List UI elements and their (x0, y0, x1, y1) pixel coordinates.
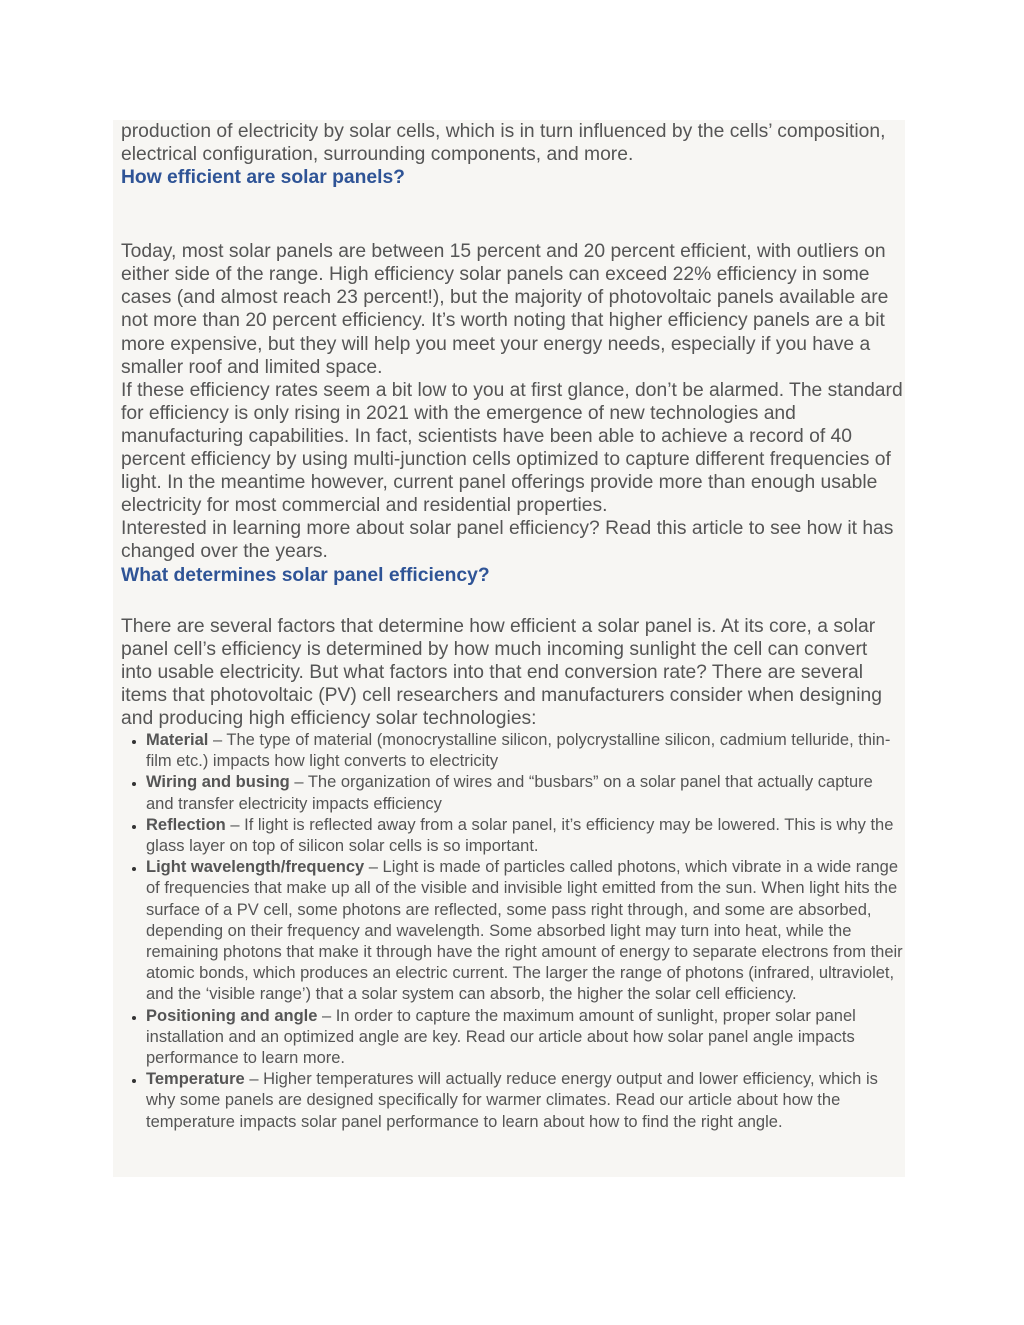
section-heading-efficiency: How efficient are solar panels? (121, 167, 405, 189)
determinants-paragraph: There are several factors that determine how efficient a solar panel is. At its core, a solar panel cell’s efficiency is determined by how much incoming sunlight the cell can convert into usable electricity. But what factors into that end conversion rate? There are several items that photovoltaic (PV) cell researchers and manufacturers consider when designing and producing high efficiency solar technologies: (121, 615, 882, 729)
factor-term: Light wavelength/frequency (146, 858, 365, 877)
efficiency-paragraph-3: Interested in learning more about solar panel efficiency? Read this article to see how it has changed over the years. (121, 518, 894, 563)
list-item (146, 772, 903, 814)
efficiency-paragraph-2: If these efficiency rates seem a bit low to you at first glance, don’t be alarmed. The standard for efficiency is only rising in 2021 with the emergence of new technologies and manufacturing capabilities. In fact, scientists have been able to achieve a record of 40 percent efficiency by using multi-junction cells optimized to capture different frequencies of light. In the meantime however, current panel offerings provide more than enough usable electricity for most commercial and residential properties. (121, 379, 903, 517)
factor-description: – Light is made of particles called photons, which vibrate in a wide range of frequencies that make up all of the visible and invisible light emitted from the sun. When light hits the surface of a PV cell, some photons are reflected, some pass right through, and some are absorbed, depending on their frequency and wavelength. Some absorbed light may turn into heat, while the remaining photons that make it through have the right amount of energy to separate electrons from their atomic bonds, which produces an electric current. The larger the range of photons (infrared, ultraviolet, and the ‘visible range’) that a solar system can absorb, the higher the solar cell efficiency. (146, 858, 903, 1004)
factor-description: – If light is reflected away from a solar panel, it’s efficiency may be lowered. This is why the glass layer on top of silicon solar cells is so important. (146, 815, 894, 855)
list-item (146, 815, 903, 857)
efficiency-paragraph-1: Today, most solar panels are between 15 percent and 20 percent efficient, with outliers on either side of the range. High efficiency solar panels can exceed 22% efficiency in some cases (and almost reach 23 percent!), but the majority of photovoltaic panels available are not more than 20 percent efficiency. It’s worth noting that higher efficiency panels are a bit more expensive, but they will help you meet your energy needs, especially if you have a smaller roof and limited space. (121, 241, 889, 378)
list-item (146, 1069, 903, 1133)
factor-term: Wiring and busing (146, 773, 290, 792)
factor-term: Temperature (146, 1070, 245, 1089)
list-item (146, 730, 903, 772)
factors-list (121, 730, 903, 1133)
section-heading-determinants: What determines solar panel efficiency? (121, 564, 490, 586)
list-item (146, 1006, 903, 1070)
intro-paragraph: production of electricity by solar cells, which is in turn influenced by the cells’ composition, electrical configuration, surrounding components, and more. (121, 121, 886, 166)
list-item (146, 857, 903, 1005)
factor-description: – The organization of wires and “busbars” on a solar panel that actually capture and transfer electricity impacts efficiency (146, 773, 873, 813)
factor-description: – In order to capture the maximum amount of sunlight, proper solar panel installation and an optimized angle are key. Read our article about how solar panel angle impacts performance to learn more. (146, 1006, 856, 1068)
factor-description: – The type of material (monocrystalline silicon, polycrystalline silicon, cadmium telluride, thin-film etc.) impacts how light converts to electricity (146, 730, 891, 771)
factor-term: Reflection (146, 815, 226, 834)
factor-term: Material (146, 730, 209, 749)
article-content (113, 120, 905, 1177)
factor-term: Positioning and angle (146, 1006, 318, 1025)
factor-description: – Higher temperatures will actually reduce energy output and lower efficiency, which is why some panels are designed specifically for warmer climates. Read our article about how the temperature impacts solar panel performance to learn about how to find the right angle. (146, 1070, 878, 1131)
